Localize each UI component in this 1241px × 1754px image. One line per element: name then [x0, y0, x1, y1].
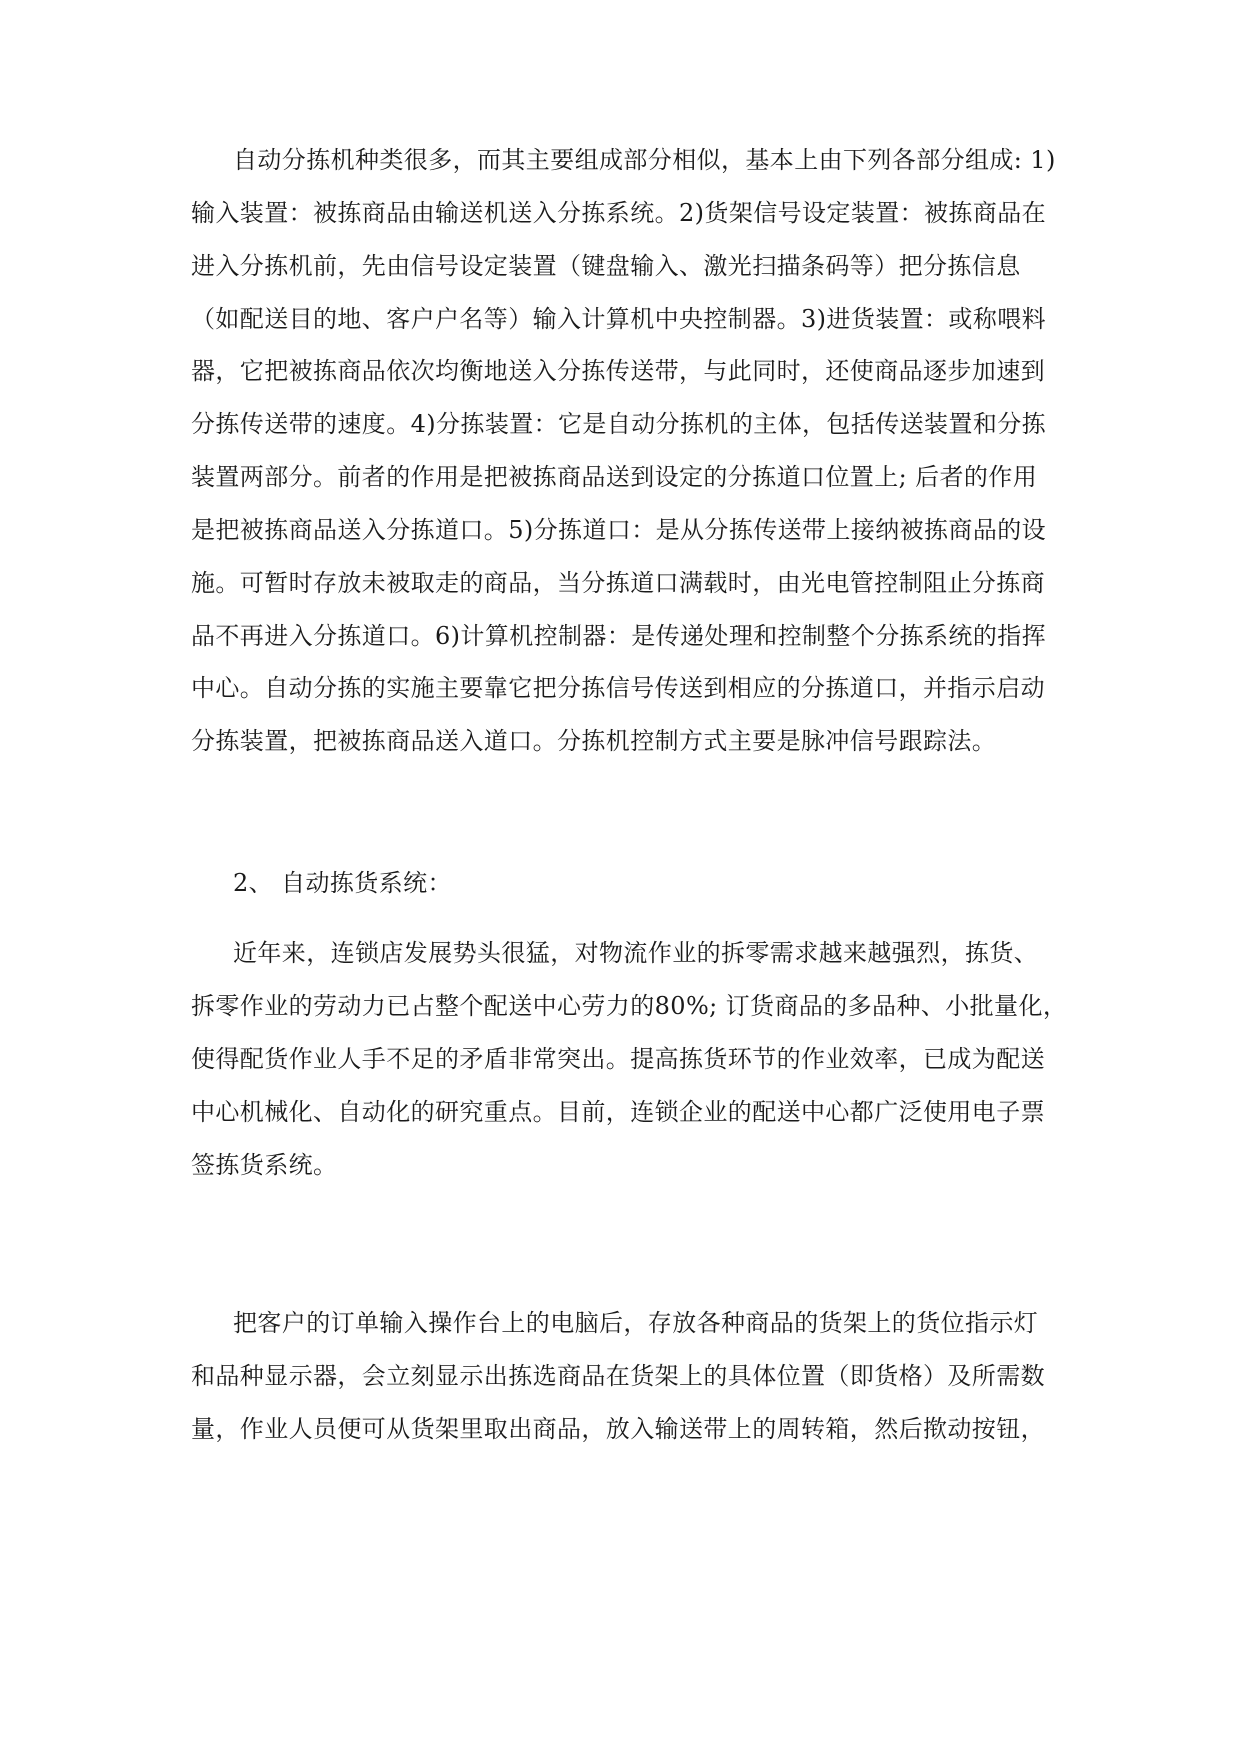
text-line: 把客户的订单输入操作台上的电脑后，存放各种商品的货架上的货位指示灯	[233, 1309, 1039, 1337]
text-line: 施。可暂时存放未被取走的商品，当分拣道口满载时，由光电管控制阻止分拣商	[191, 569, 1045, 597]
text-line: 进入分拣机前，先由信号设定装置（键盘输入、激光扫描条码等）把分拣信息	[191, 252, 1021, 280]
text-line: 分拣装置，把被拣商品送入道口。分拣机控制方式主要是脉冲信号跟踪法。	[191, 727, 997, 755]
text-line: 分拣传送带的速度。4)分拣装置：它是自动分拣机的主体，包括传送装置和分拣	[191, 410, 1047, 438]
text-line: 拆零作业的劳动力已占整个配送中心劳力的80%; 订货商品的多品种、小批量化，	[191, 992, 1068, 1020]
text-line: 签拣货系统。	[191, 1151, 338, 1179]
text-line: 使得配货作业人手不足的矛盾非常突出。提高拣货环节的作业效率，已成为配送	[191, 1045, 1045, 1073]
section-heading: 2、 自动拣货系统：	[233, 869, 452, 897]
text-line: 中心机械化、自动化的研究重点。目前，连锁企业的配送中心都广泛使用电子票	[191, 1098, 1045, 1126]
text-line: 输入装置：被拣商品由输送机送入分拣系统。2)货架信号设定装置：被拣商品在	[191, 199, 1047, 227]
text-line: 品不再进入分拣道口。6)计算机控制器：是传递处理和控制整个分拣系统的指挥	[191, 622, 1047, 650]
text-line: 是把被拣商品送入分拣道口。5)分拣道口：是从分拣传送带上接纳被拣商品的设	[191, 516, 1047, 544]
text-line: 和品种显示器，会立刻显示出拣选商品在货架上的具体位置（即货格）及所需数	[191, 1362, 1045, 1390]
text-line: （如配送目的地、客户户名等）输入计算机中央控制器。3)进货装置：或称喂料	[191, 305, 1047, 333]
text-line: 器，它把被拣商品依次均衡地送入分拣传送带，与此同时，还使商品逐步加速到	[191, 357, 1045, 385]
text-line: 中心。自动分拣的实施主要靠它把分拣信号传送到相应的分拣道口，并指示启动	[191, 674, 1045, 702]
text-line: 装置两部分。前者的作用是把被拣商品送到设定的分拣道口位置上; 后者的作用	[191, 463, 1038, 491]
text-line: 近年来，连锁店发展势头很猛，对物流作业的拆零需求越来越强烈，拣货、	[233, 939, 1039, 967]
text-line: 自动分拣机种类很多，而其主要组成部分相似，基本上由下列各部分组成: 1)	[233, 146, 1056, 174]
text-line: 量，作业人员便可从货架里取出商品，放入输送带上的周转箱，然后揿动按钮，	[191, 1415, 1045, 1443]
